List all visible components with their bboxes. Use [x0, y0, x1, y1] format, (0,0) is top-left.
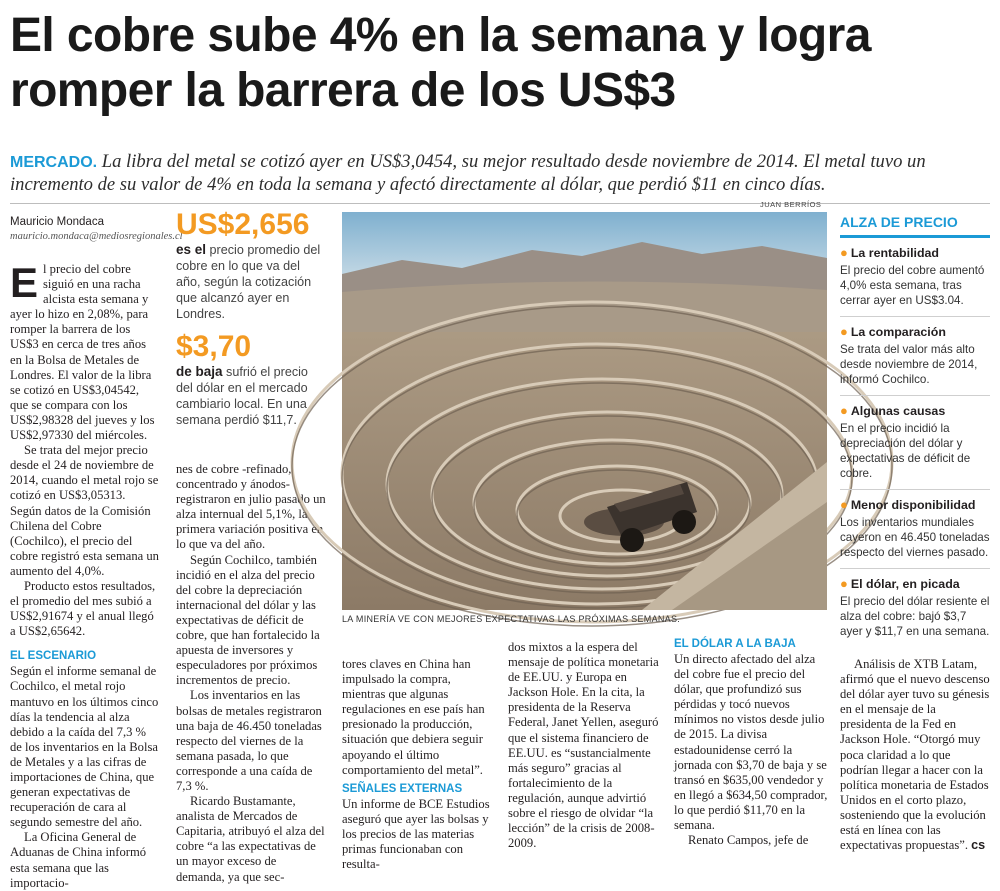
dek-kicker: MERCADO. — [10, 154, 98, 171]
paragraph: Según Cochilco, también incidió en el alza del precio del cobre la depreciación internacional del dólar y las expectativas de déficit de cobre, que han fortalecido la apuesta de inversores y especuladores por próximos incrementos de precio. — [176, 552, 320, 688]
sidebar-item: ● Menor disponibilidad Los inventarios mundiales cayeron en 46.450 toneladas respecto del viernes pasado. — [840, 490, 990, 569]
open-pit-mine-image — [342, 212, 827, 610]
article-column-5 — [674, 637, 828, 848]
bullet-icon: ● — [840, 576, 848, 591]
fact-number: $3,70 — [176, 330, 252, 363]
paragraph: Un informe de BCE Estudios aseguró que ayer las bolsas y los precios de las materias primas funcionaban con resulta- — [342, 796, 490, 872]
headline-divider — [10, 203, 990, 204]
fact-number: US$2,656 — [176, 208, 310, 241]
paragraph: Los inventarios en las bolsas de metales registraron una baja de 46.450 toneladas respecto del viernes de la semana pasada, lo que corresponde a una caída de 7,3 %. — [176, 688, 322, 793]
bullet-icon: ● — [840, 245, 848, 260]
paragraph: Ricardo Bustamante, analista de Mercados de Capitaria, atribuyó el alza del cobre “a las expectativas de un mayor exceso de demanda, ya que sec- — [176, 794, 325, 884]
section-heading: EL ESCENARIO — [10, 650, 97, 663]
paragraph: Producto estos resultados, el promedio del mes subió a US$2,91674 y el anual llegó a US$2,65642. — [10, 578, 156, 639]
mine-photo — [342, 212, 827, 610]
fact-text: es el precio promedio del cobre en lo que va del año, según la cotización que alcanzó ayer en Londres. — [176, 242, 321, 321]
paragraph: nes de cobre -refinado, concentrado y ánodos-registraron en julio pasado un alza internual del 5,1%, la primera variación positiva en lo que va del año. — [176, 462, 326, 552]
sidebar-item: ● La comparación Se trata del valor más alto desde noviembre de 2014, informó Cochilco. — [840, 317, 990, 396]
sidebar-box — [840, 211, 990, 647]
section-heading: EL DÓLAR A LA BAJA — [674, 638, 796, 650]
byline — [10, 216, 183, 242]
sidebar-item: ● Algunas causas En el precio incidió la depreciación del dólar y expectativas de déficit de cobre. — [840, 396, 990, 490]
dek-text: La libra del metal se cotizó ayer en US$3,0454, su mejor resultado desde noviembre de 2014. El metal tuvo un incremento de su valor de 4% en toda la semana y afectó directamente al dólar, que perdió $11 en cinco días. — [10, 151, 926, 195]
sidebar-title: ALZA DE PRECIO — [840, 211, 990, 238]
paragraph: Se trata del mejor precio desde el 24 de noviembre de 2014, cuando el metal rojo se cotizó en US$3,05313. Según datos de la Comisión Chilena del Cobre (Cochilco), el precio del cobre registró esta semana un aumento del 4,0%. — [10, 443, 159, 578]
author-email: mauricio.mondaca@mediosregionales.cl — [10, 231, 183, 242]
drop-cap: E — [10, 259, 39, 306]
bullet-icon: ● — [840, 497, 848, 512]
fact-text: de baja sufrió el precio del dólar en el mercado cambiario local. En una semana perdió $11,7. — [176, 364, 308, 427]
article-column-6 — [840, 657, 990, 853]
fact-box — [176, 330, 326, 428]
sidebar-item: ● El dólar, en picada El precio del dólar resiente el alza del cobre: bajó $3,7 ayer y $11,7 en una semana. — [840, 576, 990, 638]
end-mark-icon: cs — [971, 838, 986, 853]
article-column-3 — [342, 657, 494, 872]
article-column-4 — [508, 640, 660, 851]
paragraph: Análisis de XTB Latam, afirmó que el nuevo descenso del dólar ayer tuvo su génesis en el mensaje de la presidenta de la Fed en Jackson Hole. “Otorgó muy poca claridad a lo que podrían llegar a hacer con la política monetaria de Estados Unidos en el corto plazo, sosteniendo que la evolución está en línea con las expectativas propuestas”. cs — [840, 657, 990, 853]
section-heading: SEÑALES EXTERNAS — [342, 782, 463, 795]
article-column-2 — [176, 462, 328, 884]
photo-caption: LA MINERÍA VE CON MEJORES EXPECTATIVAS LAS PRÓXIMAS SEMANAS. — [342, 614, 681, 624]
sidebar-item: ● La rentabilidad El precio del cobre aumentó 4,0% esta semana, tras cerrar ayer en US$3.04. — [840, 238, 990, 317]
bullet-icon: ● — [840, 403, 848, 418]
paragraph: Renato Campos, jefe de — [688, 833, 809, 848]
bullet-icon: ● — [840, 324, 848, 339]
paragraph: tores claves en China han impulsado la compra, mientras que algunas regulaciones en ese país han presionado la producción, situación que debiera seguir apoyando el último comportamiento del metal”. — [342, 657, 485, 777]
paragraph: Un directo afectado del alza del cobre fue el precio del dólar, que profundizó sus pérdidas y tocó nuevos mínimos no vistos desde julio de 2015. La divisa estadounidense cerró la jornada con $3,70 de baja y se transó en $635,00 vendedor y en llegó a $634,50 comprador, lo que perdió $11,70 en la semana. — [674, 652, 828, 833]
headline: El cobre sube 4% en la semana y logra romper la barrera de los US$3 — [10, 9, 871, 117]
paragraph: El precio del cobre siguió en una racha alcista esta semana y ayer lo hizo en 2,08%, para romper la barrera de los US$3 en cerca de tres años en la Bolsa de Metales de Londres. El valor de la libra se cotizó en US$3,04542, que se compara con los US$2,98328 del jueves y los US$2,97330 del miércoles. — [10, 259, 155, 443]
article-column-1 — [10, 259, 160, 890]
author-name: Mauricio Mondaca — [10, 216, 104, 228]
dek — [10, 151, 990, 196]
paragraph: La Oficina General de Aduanas de China informó esta semana que las importacio- — [10, 830, 147, 890]
photo-credit: JUAN BERRÍOS — [760, 200, 822, 209]
paragraph: dos mixtos a la espera del mensaje de política monetaria de EE.UU. y Europa en Jackson Hole. En la cita, la presidenta de la Reserva Federal, Janet Yellen, aseguró que el sistema financiero de EE.UU. es “sustancialmente más seguro” gracias al fortalecimiento de la regulación, aunque advirtió sobre el riesgo de olvidar “la lección” de la crisis de 2008-2009. — [508, 640, 659, 851]
paragraph: Según el informe semanal de Cochilco, el metal rojo mantuvo en los últimos cinco días la tendencia al alza debido a la caída del 7,3 % de los inventarios en la Bolsa de Metales y a las cifras de importaciones de China, que generan expectativas de recuperación de cara al segundo semestre del año. — [10, 664, 159, 830]
fact-box — [176, 208, 326, 322]
